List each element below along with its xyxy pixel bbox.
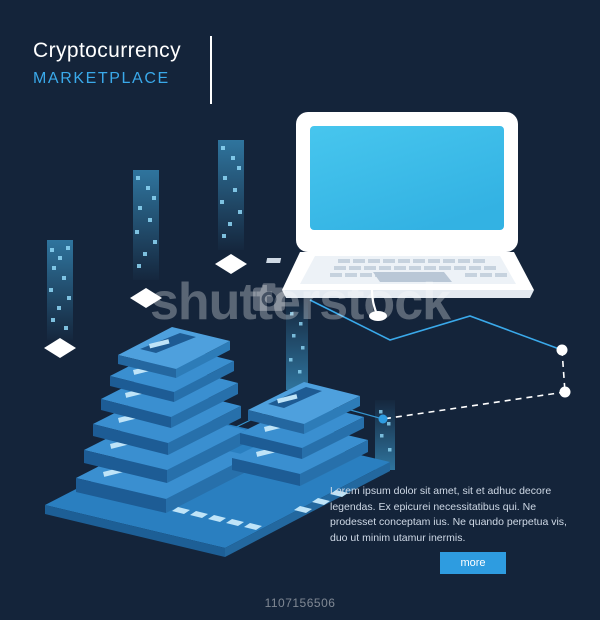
title-primary: Cryptocurrency xyxy=(33,39,181,62)
title-secondary: MARKETPLACE xyxy=(33,70,170,87)
body-paragraph: Lorem ipsum dolor sit amet, sit et adhuc decore legendas. Ex epicurei necessitatibus qui. Ne prodesset conceptam ius. Ne quando perpetua vis, duo ut minim utamur inermis. xyxy=(330,485,567,544)
more-button[interactable]: more xyxy=(440,552,506,574)
watermark-brand: shutterstock xyxy=(149,273,451,331)
laptop-icon xyxy=(266,112,534,321)
watermark-id: 1107156506 xyxy=(264,596,336,610)
